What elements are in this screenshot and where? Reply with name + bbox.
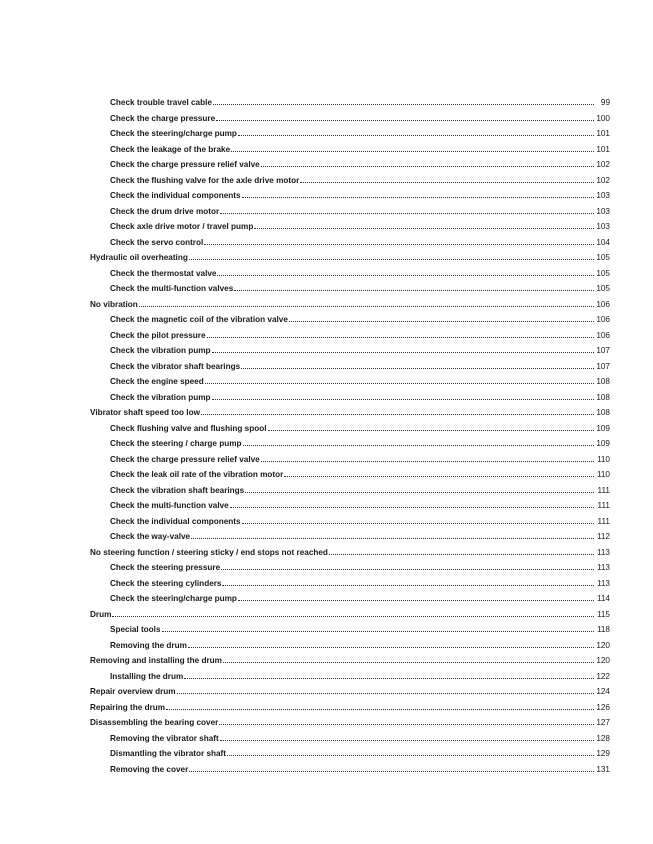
toc-entry-page-number: 111 [597,485,610,495]
dot-leader [261,455,594,462]
toc-entry[interactable] [90,452,610,468]
dot-leader [177,687,594,694]
toc-entry[interactable] [90,607,610,623]
toc-entry-title: Check the charge pressure relief valve [110,160,260,169]
toc-entry[interactable] [90,622,610,638]
toc-entry-page-number: 108 [596,377,610,386]
toc-entry-page-number: 101 [596,129,610,138]
dot-leader [220,734,594,741]
toc-entry-title: Check the charge pressure [110,113,216,123]
toc-entry-page-number: 131 [596,764,610,774]
toc-entry-title: Removing the drum [110,640,187,650]
toc-entry-page-number: 108 [596,392,610,402]
toc-entry-page-number: 107 [596,361,610,371]
dot-leader [289,315,594,322]
toc-entry-title: Check the individual components [110,191,241,200]
toc-entry-title: Check the leakage of the brake [110,144,231,154]
toc-entry[interactable] [90,266,610,282]
toc-entry-title: Check the vibrator shaft bearings [110,361,241,371]
dot-leader [222,579,594,586]
dot-leader [241,362,594,369]
dot-leader [217,269,594,276]
toc-entry-page-number: 126 [596,702,610,712]
toc-entry-page-number: 102 [596,160,610,169]
dot-leader [329,548,594,555]
toc-entry-page-number: 106 [596,330,610,340]
toc-entry-title: Repair overview drum [90,687,176,696]
toc-entry[interactable] [90,483,610,499]
toc-entry-title: Check the vibration pump [110,392,211,402]
toc-entry[interactable] [90,545,610,561]
toc-entry[interactable] [90,126,610,142]
toc-entry-title: Check the way-valve [110,532,191,541]
toc-entry-title: Installing the drum [110,671,184,681]
toc-entry[interactable] [90,436,610,452]
toc-entry-title: Check the steering cylinders [110,578,222,588]
dot-leader [238,129,594,136]
dot-leader [242,517,594,524]
toc-entry[interactable] [90,591,610,607]
dot-leader [220,207,594,214]
toc-entry-title: Check flushing valve and flushing spool [110,423,267,433]
toc-entry-page-number: 129 [596,749,610,758]
toc-entry-page-number: 103 [596,191,610,200]
toc-entry[interactable] [90,560,610,576]
toc-entry[interactable] [90,405,610,421]
dot-leader [162,625,594,632]
toc-entry-page-number: 124 [596,687,610,696]
toc-entry-page-number: 113 [596,547,610,557]
toc-entry-title: No vibration [90,299,138,309]
toc-entry[interactable] [90,312,610,328]
dot-leader [213,98,594,105]
dot-leader [223,656,594,663]
dot-leader [268,424,595,431]
toc-entry-title: Removing the cover [110,764,189,774]
toc-entry[interactable] [90,328,610,344]
toc-entry[interactable] [90,188,610,204]
toc-entry[interactable] [90,498,610,514]
toc-entry-page-number: 103 [596,206,610,216]
dot-leader [242,191,594,198]
toc-entry-page-number: 106 [596,315,610,324]
dot-leader [189,765,594,772]
toc-entry[interactable] [90,204,610,220]
toc-entry[interactable] [90,638,610,654]
toc-entry-title: Repairing the drum [90,702,166,712]
toc-entry[interactable] [90,297,610,313]
toc-entry[interactable] [90,173,610,189]
toc-entry[interactable] [90,235,610,251]
dot-leader [189,253,594,260]
toc-entry-page-number: 110 [596,470,610,479]
dot-leader [112,610,594,617]
toc-entry-page-number: 120 [596,656,610,665]
toc-entry-page-number: 101 [596,144,610,154]
dot-leader [184,672,594,679]
toc-entry[interactable] [90,157,610,173]
dot-leader [227,749,594,756]
toc-entry-title: Check the servo control [110,237,204,247]
toc-entry-page-number: 111 [597,516,610,526]
toc-entry-title: Disassembling the bearing cover [90,718,219,727]
toc-entry-page-number: 104 [596,237,610,247]
table-of-contents [90,95,610,777]
dot-leader [166,703,594,710]
toc-entry-page-number: 122 [596,671,610,681]
toc-entry[interactable] [90,359,610,375]
toc-entry[interactable] [90,343,610,359]
toc-entry[interactable] [90,374,610,390]
toc-entry-page-number: 127 [596,718,610,727]
dot-leader [254,222,594,229]
toc-entry-page-number: 113 [596,563,610,572]
dot-leader [207,331,594,338]
toc-entry-title: Check the thermostat valve [110,268,217,278]
dot-leader [245,486,594,493]
toc-entry[interactable] [90,142,610,158]
toc-entry-page-number: 120 [596,640,610,650]
dot-leader [204,238,594,245]
toc-entry[interactable] [90,95,610,111]
toc-entry-page-number: 105 [596,284,610,293]
dot-leader [216,114,594,121]
toc-entry[interactable] [90,390,610,406]
toc-entry[interactable] [90,762,610,778]
toc-entry[interactable] [90,250,610,266]
toc-entry-title: Check axle drive motor / travel pump [110,222,254,231]
toc-entry-title: Check the steering/charge pump [110,594,237,603]
toc-entry-page-number: 118 [596,625,610,634]
dot-leader [300,176,594,183]
toc-entry[interactable] [90,669,610,685]
dot-leader [230,501,594,508]
dot-leader [284,470,594,477]
toc-entry[interactable] [90,653,610,669]
dot-leader [261,160,594,167]
toc-entry[interactable] [90,529,610,545]
toc-entry[interactable] [90,700,610,716]
toc-entry-page-number: 111 [597,501,610,510]
toc-entry-title: Hydraulic oil overheating [90,253,188,262]
toc-entry-page-number: 108 [596,408,610,417]
toc-entry-page-number: 115 [596,609,610,619]
toc-entry-page-number: 102 [596,175,610,185]
toc-entry-page-number: 128 [596,733,610,743]
dot-leader [139,300,594,307]
toc-entry[interactable] [90,111,610,127]
toc-entry-title: Removing the vibrator shaft [110,733,219,743]
toc-entry[interactable] [90,281,610,297]
toc-entry-page-number: 112 [596,532,610,541]
toc-entry-title: Dismantling the vibrator shaft [110,749,227,758]
toc-entry-title: Check the multi-function valves [110,284,234,293]
toc-entry-title: Removing and installing the drum [90,656,222,665]
toc-entry-title: Check the pilot pressure [110,330,206,340]
dot-leader [212,346,594,353]
toc-entry-page-number: 114 [596,594,610,603]
dot-leader [205,377,594,384]
toc-entry-page-number: 105 [596,268,610,278]
dot-leader [201,408,594,415]
toc-entry-page-number: 99 [600,98,610,107]
toc-entry-title: Check the engine speed [110,377,204,386]
dot-leader [231,145,594,152]
dot-leader [219,718,594,725]
dot-leader [238,594,594,601]
dot-leader [243,439,595,446]
toc-entry-title: Check the flushing valve for the axle drive motor [110,175,300,185]
toc-entry[interactable] [90,731,610,747]
toc-entry[interactable] [90,576,610,592]
toc-entry-title: Check the individual components [110,516,241,526]
toc-entry-title: Check the magnetic coil of the vibration valve [110,315,288,324]
toc-entry[interactable] [90,514,610,530]
dot-leader [191,532,594,539]
toc-entry-page-number: 105 [596,253,610,262]
dot-leader [221,563,594,570]
toc-entry[interactable] [90,684,610,700]
dot-leader [212,393,594,400]
toc-entry-title: No steering function / steering sticky / end stops not reached [90,547,328,557]
toc-entry-title: Vibrator shaft speed too low [90,408,200,417]
toc-entry-title: Special tools [110,625,161,634]
toc-entry[interactable] [90,746,610,762]
toc-entry[interactable] [90,715,610,731]
toc-entry-title: Check the steering pressure [110,563,221,572]
toc-entry[interactable] [90,421,610,437]
toc-entry-title: Drum [90,609,112,619]
toc-entry-title: Check the steering/charge pump [110,129,237,138]
toc-entry-page-number: 107 [596,346,610,355]
toc-entry-title: Check the charge pressure relief valve [110,454,260,464]
toc-entry-title: Check the drum drive motor [110,206,220,216]
toc-entry-title: Check the multi-function valve [110,501,229,510]
toc-entry-title: Check the vibration shaft bearings [110,485,245,495]
toc-entry-title: Check the vibration pump [110,346,211,355]
toc-entry-page-number: 103 [596,222,610,231]
toc-entry-page-number: 109 [596,423,610,433]
toc-entry-title: Check the leak oil rate of the vibration motor [110,470,284,479]
toc-entry-page-number: 109 [596,439,610,448]
toc-entry-title: Check trouble travel cable [110,98,212,107]
toc-entry-page-number: 100 [596,113,610,123]
toc-entry[interactable] [90,467,610,483]
toc-entry-title: Check the steering / charge pump [110,439,242,448]
toc-entry-page-number: 106 [596,299,610,309]
dot-leader [188,641,594,648]
toc-entry-page-number: 110 [596,454,610,464]
dot-leader [234,284,594,291]
toc-entry[interactable] [90,219,610,235]
toc-entry-page-number: 113 [596,578,610,588]
